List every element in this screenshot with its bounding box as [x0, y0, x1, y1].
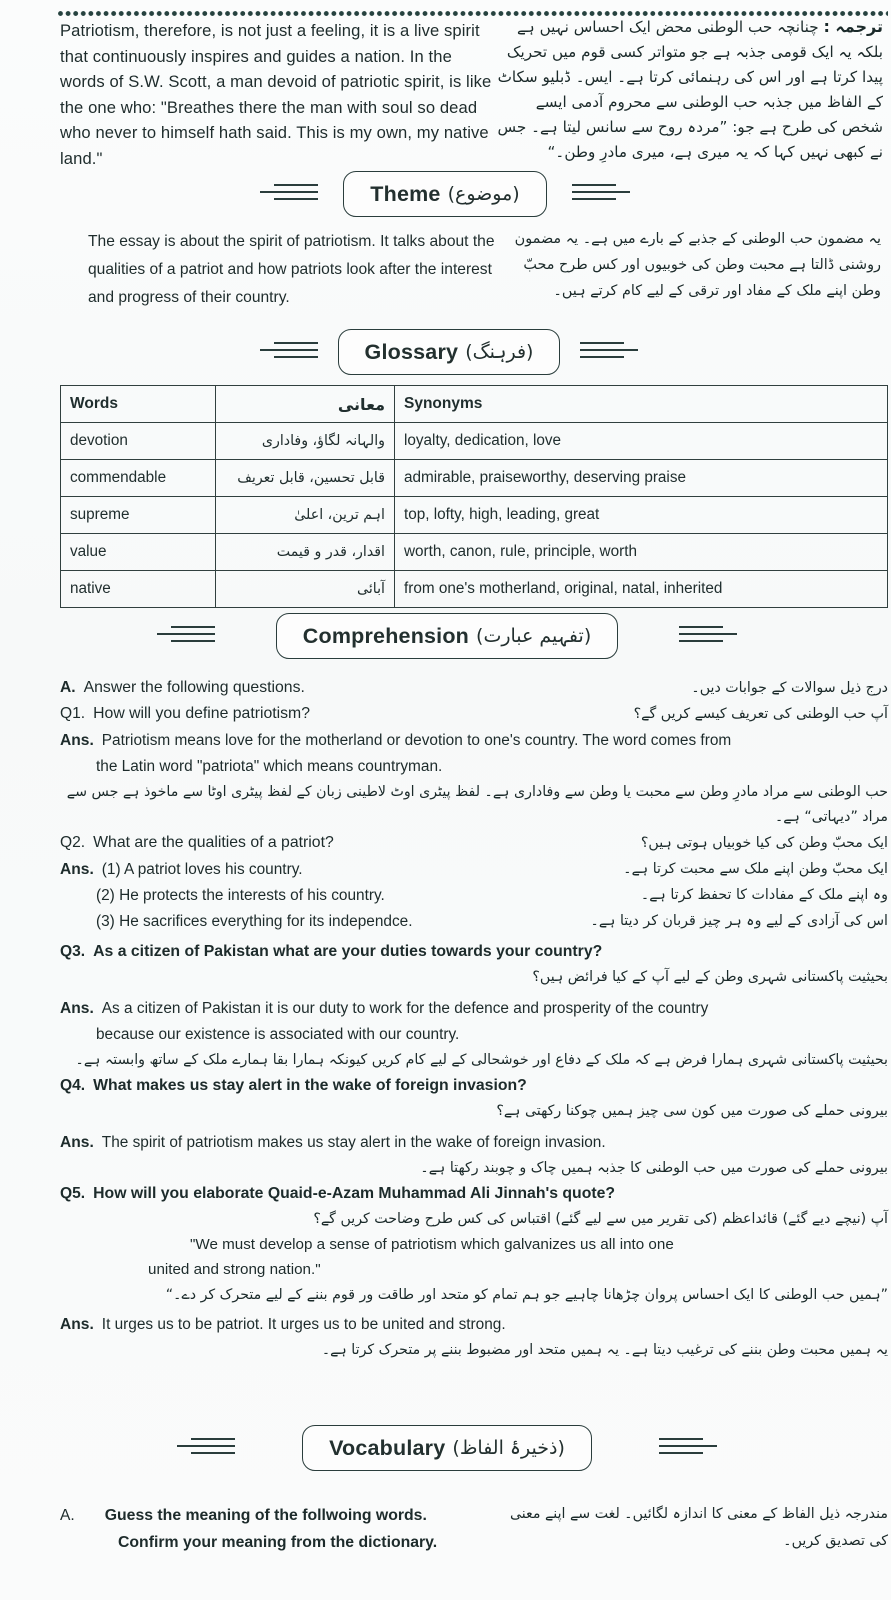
cell-synonyms: admirable, praiseworthy, deserving praise [395, 460, 888, 497]
cell-meaning: اہم ترین، اعلیٰ [216, 497, 395, 534]
answer-text-ur-q4: بیرونی حملے کی صورت میں حب الوطنی کا جذبہ ہمیں چاک و چوبند رکھتا ہے۔ [420, 1160, 888, 1176]
part-instruction-ur: درج ذیل سوالات کے جوابات دیں۔ [691, 680, 888, 696]
answer-label: Ans. [60, 1000, 94, 1017]
section-title-comprehension-en: Comprehension [302, 623, 470, 648]
answer-item-ur: اس کی آزادی کے لیے وہ ہر چیز قربان کر دیتا ہے۔ [590, 913, 888, 929]
cell-meaning: والہانہ لگاؤ، وفاداری [216, 423, 395, 460]
intro-urdu-translation [491, 14, 883, 165]
part-a-instruction [60, 676, 888, 701]
question-text-en: How will you define patriotism? [93, 705, 311, 722]
banner-box [276, 613, 618, 659]
answer-row-q5 [60, 1312, 888, 1337]
vocabulary-instruction-line-2 [60, 1529, 888, 1556]
quote-line-1: "We must develop a sense of patriotism which galvanizes us all into one [190, 1236, 674, 1253]
column-header-words: Words [61, 386, 216, 423]
vocabulary-instruction-en-2: Confirm your meaning from the dictionary. [118, 1534, 438, 1551]
table-row [61, 571, 888, 608]
comprehension-qa-list [60, 676, 888, 1364]
answer-row-q1 [60, 728, 888, 753]
answer-row-q4 [60, 1130, 888, 1155]
question-row-q3 [60, 940, 888, 964]
answer-text-ur-q1: حب الوطنی سے مراد مادرِ وطن سے محبت یا وطن سے وفاداری ہے۔ لفظ پیٹری اوٹ لاطینی زبان کے لفظ پیٹری اوٹا سے ماخوذ ہے جس سے مراد ”دیہاتی“ ہے۔ [66, 784, 888, 825]
answer-label: Ans. [60, 1134, 94, 1151]
section-title-vocabulary-en: Vocabulary [329, 1435, 446, 1460]
column-header-synonyms: Synonyms [395, 386, 888, 423]
answer-text-en-line2: the Latin word "patriota" which means countryman. [96, 758, 443, 775]
section-header-vocabulary [232, 1424, 662, 1472]
answer-row-q2-1 [60, 857, 888, 882]
question-text-ur-q3: بحیثیت پاکستانی شہری وطن کے لیے آپ کے کیا فرائض ہیں؟ [532, 969, 888, 985]
answer-item-en: (2) He protects the interests of his country. [96, 887, 385, 904]
table-row [61, 534, 888, 571]
intro-urdu-text: چنانچہ حب الوطنی محض ایک احساس نہیں ہے بلکہ یہ ایک قومی جذبہ ہے جو متواتر کسی قوم میں تحریک پیدا کرتا ہے اور اس کی رہنمائی کرتا ہے۔ ایس۔ ڈبلیو سکاٹ کے الفاظ میں جذبہ حب الوطنی سے محروم آدمی ایسے شخص کی طرح ہے جو: ”مردہ روح سے سانس لیتا ہے۔ جس نے کبھی نہیں کہا کہ یہ میری ہے، میری مادرِ وطن۔“ [497, 18, 883, 161]
answer-text-ur-q3: بحیثیت پاکستانی شہری ہمارا فرض ہے کہ ملک کے دفاع اور خوشحالی کے لیے کام کریں کیونکہ ہمارا بقا ہمارے ملک کے ساتھ وابستہ ہے۔ [75, 1052, 888, 1068]
question-number: Q5. [60, 1185, 86, 1202]
intro-urdu-label: ترجمہ : [823, 17, 883, 36]
question-text-ur: آپ حب الوطنی کی تعریف کیسے کریں گے؟ [633, 706, 888, 722]
question-row-q2 [60, 831, 888, 856]
vocabulary-instruction-en-1: Guess the meaning of the follwoing words. [104, 1507, 427, 1524]
question-text-en: What are the qualities of a patriot? [93, 834, 334, 851]
banner-wing-left-icon [175, 1438, 235, 1458]
question-row-q1 [60, 702, 888, 727]
answer-label: Ans. [60, 1316, 94, 1333]
answer-label: Ans. [60, 732, 94, 749]
answer-item-ur: وہ اپنے ملک کے مفادات کا تحفظ کرتا ہے۔ [640, 887, 888, 903]
vocabulary-instruction-ur-2: کی تصدیق کریں۔ [783, 1533, 888, 1549]
question-number: Q3. [60, 943, 86, 960]
answer-row-q3 [60, 996, 888, 1021]
cell-meaning: قابل تحسین، قابل تعریف [216, 460, 395, 497]
banner-wing-left-icon [258, 342, 318, 362]
cell-word: devotion [61, 423, 216, 460]
answer-item-ur: ایک محبّ وطن اپنے ملک سے محبت کرتا ہے۔ [623, 861, 888, 877]
question-text-ur-q4: بیرونی حملے کی صورت میں کون سی چیز ہمیں چوکنا رکھتی ہے؟ [496, 1103, 888, 1119]
section-title-comprehension-ur: (تفہیم عبارت) [476, 625, 592, 647]
section-title-glossary-ur: (فرہنگ) [465, 341, 534, 363]
table-row [61, 460, 888, 497]
question-number: Q4. [60, 1077, 86, 1094]
theme-urdu-text: یہ مضمون حب الوطنی کے جذبے کے بارے میں ہے۔ یہ مضمون روشنی ڈالتا ہے محبت وطن کی خوبیوں اور کس طرح محبّ وطن اپنے ملک کے مفاد اور ترقی کے لیے کام کرتے ہیں۔ [514, 231, 881, 299]
vocabulary-instructions [60, 1502, 888, 1556]
section-header-comprehension [212, 612, 682, 660]
answer-text-en-line1: Patriotism means love for the motherland or devotion to one's country. The word comes from [101, 732, 732, 749]
question-text-en: What makes us stay alert in the wake of foreign invasion? [93, 1077, 527, 1094]
intro-english-paragraph: Patriotism, therefore, is not just a feeling, it is a live spirit that continuously inspires and guides a nation. In the words of S.W. Scott, a man devoid of patriotic spirit, is like the one who: "Breathes there the man with soul so dead who never to himself hath said. This is my own, my native land." [60, 21, 492, 168]
section-title-theme-en: Theme [370, 181, 441, 206]
answer-item-en: (1) A patriot loves his country. [101, 861, 303, 878]
cell-word: value [61, 534, 216, 571]
question-text-en: As a citizen of Pakistan what are your duties towards your country? [93, 943, 603, 960]
part-label: A. [60, 679, 76, 696]
answer-label: Ans. [60, 861, 94, 878]
answer-row-q2-2 [60, 883, 888, 908]
question-text-en: How will you elaborate Quaid-e-Azam Muhammad Ali Jinnah's quote? [93, 1185, 616, 1202]
answer-text-en-line1: The spirit of patriotism makes us stay alert in the wake of foreign invasion. [101, 1134, 606, 1151]
table-header-row [61, 386, 888, 423]
banner-wing-right-icon [572, 184, 632, 204]
cell-word: commendable [61, 460, 216, 497]
answer-item-en: (3) He sacrifices everything for its independce. [96, 913, 413, 930]
quote-text-ur: ”ہمیں حب الوطنی کا ایک احساس پروان چڑھانا چاہیے جو ہم تمام کو متحد اور طاقت ور قوم بننے کے لیے متحرک کر دے۔“ [165, 1287, 888, 1303]
quote-line-2: united and strong nation." [148, 1261, 321, 1278]
banner-wing-left-icon [258, 184, 318, 204]
answer-text-en-line1: It urges us to be patriot. It urges us to be united and strong. [101, 1316, 506, 1333]
banner-wing-left-icon [155, 626, 215, 646]
column-header-meanings: معانی [216, 386, 395, 423]
question-text-ur-q5: آپ (نیچے دیے گئے) قائداعظم (کی تقریر میں سے لیے گئے) اقتباس کی کس طرح وضاحت کریں گے؟ [313, 1211, 888, 1227]
question-number: Q1. [60, 705, 86, 722]
question-number: Q2. [60, 834, 86, 851]
cell-synonyms: worth, canon, rule, principle, worth [395, 534, 888, 571]
answer-text-en-line1: As a citizen of Pakistan it is our duty to work for the defence and prosperity of the country [101, 1000, 709, 1017]
section-title-theme-ur: (موضوع) [447, 183, 520, 205]
banner-box [343, 171, 546, 217]
cell-synonyms: top, lofty, high, leading, great [395, 497, 888, 534]
section-header-glossary [315, 328, 583, 376]
glossary-table [60, 385, 888, 608]
answer-text-en-line2: because our existence is associated with our country. [96, 1026, 460, 1043]
question-row-q5 [60, 1182, 888, 1206]
banner-wing-right-icon [659, 1438, 719, 1458]
table-row [61, 497, 888, 534]
table-row [61, 423, 888, 460]
question-row-q4 [60, 1074, 888, 1098]
section-title-vocabulary-ur: (ذخیرۂ الفاظ) [452, 1437, 565, 1459]
cell-meaning: اقدار، قدر و قیمت [216, 534, 395, 571]
cell-synonyms: loyalty, dedication, love [395, 423, 888, 460]
cell-synonyms: from one's motherland, original, natal, inherited [395, 571, 888, 608]
banner-wing-right-icon [679, 626, 739, 646]
question-text-ur: ایک محبّ وطن کی کیا خوبیاں ہوتی ہیں؟ [640, 835, 888, 851]
vocabulary-instruction-line-1 [60, 1502, 888, 1529]
cell-meaning: آبائی [216, 571, 395, 608]
part-instruction-en: Answer the following questions. [83, 679, 305, 696]
section-header-theme [315, 170, 575, 218]
banner-wing-right-icon [580, 342, 640, 362]
section-title-glossary-en: Glossary [364, 339, 459, 364]
part-label: A. [60, 1507, 75, 1524]
cell-word: supreme [61, 497, 216, 534]
banner-box [302, 1425, 592, 1471]
theme-english-text: The essay is about the spirit of patriotism. It talks about the qualities of a patriot and how patriots look after the interest and progress of their country. [88, 233, 495, 306]
vocabulary-instruction-ur-1: مندرجہ ذیل الفاظ کے معنی کا اندازہ لگائیں۔ لغت سے اپنے معنی [509, 1506, 888, 1522]
answer-text-ur-q5: یہ ہمیں محبت وطن بننے کی ترغیب دیتا ہے۔ یہ ہمیں متحد اور مضبوط بننے پر متحرک کرتا ہے۔ [321, 1342, 888, 1358]
cell-word: native [61, 571, 216, 608]
banner-box [338, 329, 561, 375]
answer-row-q2-3 [60, 909, 888, 934]
